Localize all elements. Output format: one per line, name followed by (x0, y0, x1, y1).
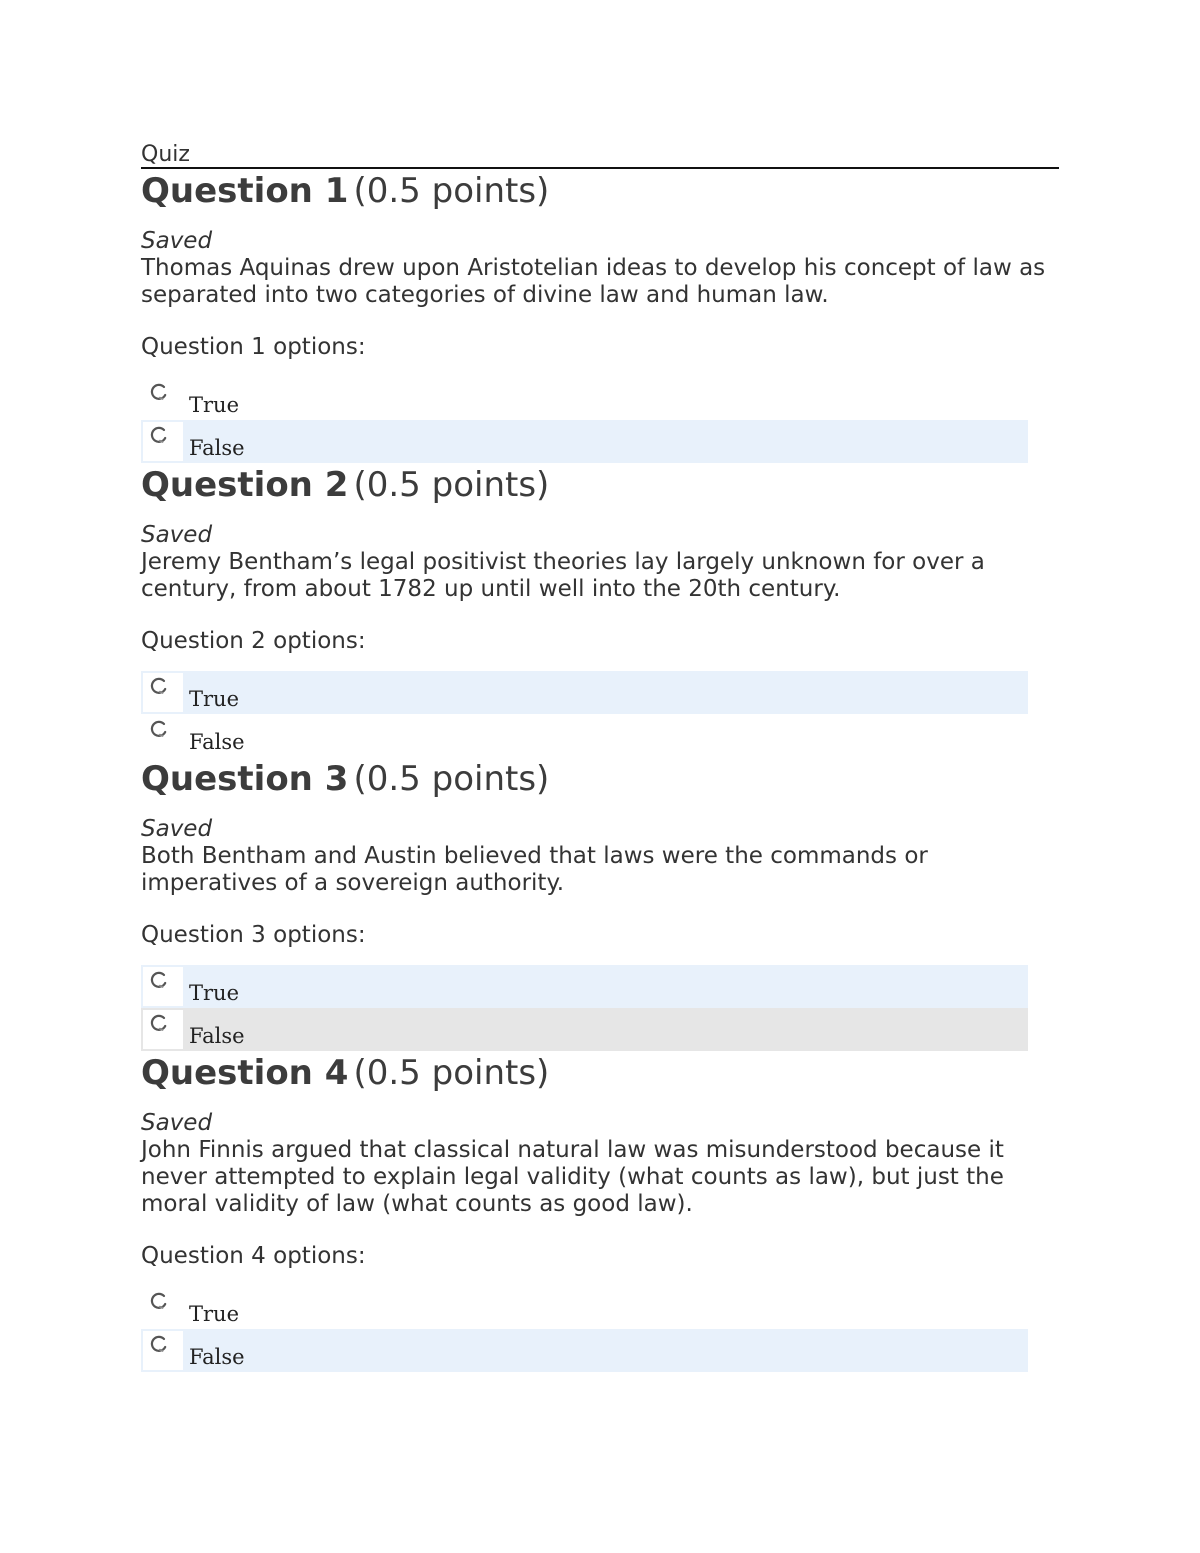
radio-button[interactable] (143, 379, 183, 418)
quiz-page (141, 140, 1059, 1372)
saved-status: Saved (141, 522, 213, 548)
radio-button-icon (148, 425, 170, 447)
document-title: Quiz (141, 142, 190, 167)
question-3 (141, 757, 1059, 1051)
question-heading (141, 1051, 1059, 1095)
radio-button[interactable] (143, 1331, 183, 1370)
option-label: True (189, 392, 239, 417)
option-false[interactable] (141, 1329, 1028, 1372)
option-false[interactable] (141, 420, 1028, 463)
radio-button[interactable] (143, 967, 183, 1006)
radio-button-icon (148, 719, 170, 741)
option-label: True (189, 686, 239, 711)
radio-button-icon (148, 1013, 170, 1035)
options-label: Question 3 options: (141, 922, 366, 948)
question-heading (141, 757, 1059, 801)
option-list (141, 671, 1028, 757)
radio-button-icon (148, 1291, 170, 1313)
options-label: Question 1 options: (141, 334, 366, 360)
option-true[interactable] (141, 377, 1028, 420)
option-label: False (189, 1344, 245, 1369)
option-list (141, 377, 1028, 463)
question-text: Both Bentham and Austin believed that laws were the commands or imperatives of a sovereign authority. (141, 843, 928, 896)
question-heading (141, 169, 1059, 213)
option-list (141, 1286, 1028, 1372)
radio-button[interactable] (143, 716, 183, 755)
question-number: Question 2 (141, 465, 349, 505)
question-number: Question 4 (141, 1053, 349, 1093)
radio-button-icon (148, 970, 170, 992)
saved-status: Saved (141, 228, 213, 254)
question-points: (0.5 points) (353, 171, 550, 211)
radio-button-icon (148, 676, 170, 698)
question-1 (141, 169, 1059, 463)
question-4 (141, 1051, 1059, 1372)
question-list (141, 169, 1059, 1372)
option-label: True (189, 1301, 239, 1326)
radio-button[interactable] (143, 673, 183, 712)
radio-button[interactable] (143, 1288, 183, 1327)
document-header (141, 140, 1059, 169)
question-points: (0.5 points) (353, 759, 550, 799)
option-true[interactable] (141, 1286, 1028, 1329)
option-false[interactable] (141, 1008, 1028, 1051)
options-label: Question 2 options: (141, 628, 366, 654)
question-points: (0.5 points) (353, 1053, 550, 1093)
radio-button-icon (148, 382, 170, 404)
question-points: (0.5 points) (353, 465, 550, 505)
option-true[interactable] (141, 965, 1028, 1008)
question-text: John Finnis argued that classical natural law was misunderstood because it never attempted to explain legal validity (what counts as law), but just the moral validity of law (what counts as good law). (141, 1137, 1004, 1217)
option-label: False (189, 1023, 245, 1048)
radio-button[interactable] (143, 422, 183, 461)
radio-button[interactable] (143, 1010, 183, 1049)
question-2 (141, 463, 1059, 757)
options-label: Question 4 options: (141, 1243, 366, 1269)
question-heading (141, 463, 1059, 507)
option-label: True (189, 980, 239, 1005)
option-false[interactable] (141, 714, 1028, 757)
question-text: Jeremy Bentham’s legal positivist theories lay largely unknown for over a century, from about 1782 up until well into the 20th century. (141, 549, 985, 602)
option-label: False (189, 729, 245, 754)
saved-status: Saved (141, 816, 213, 842)
saved-status: Saved (141, 1110, 213, 1136)
question-number: Question 1 (141, 171, 349, 211)
question-text: Thomas Aquinas drew upon Aristotelian ideas to develop his concept of law as separated into two categories of divine law and human law. (141, 255, 1046, 308)
question-number: Question 3 (141, 759, 349, 799)
option-label: False (189, 435, 245, 460)
radio-button-icon (148, 1334, 170, 1356)
option-true[interactable] (141, 671, 1028, 714)
option-list (141, 965, 1028, 1051)
